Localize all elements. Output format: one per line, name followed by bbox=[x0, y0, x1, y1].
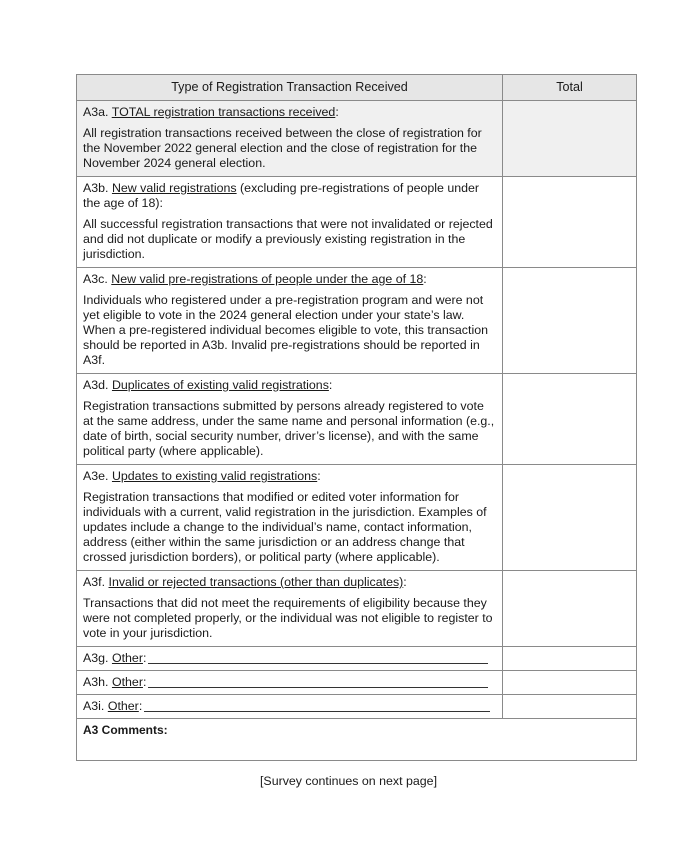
item-suffix: : bbox=[138, 699, 143, 713]
item-description: Transactions that did not meet the requirements of eligibility because they were not completed properly, or the individual was not eligible to register to vote in your jurisdiction. bbox=[83, 596, 493, 640]
item-title: TOTAL registration transactions received bbox=[111, 105, 336, 119]
total-cell-a3f[interactable] bbox=[503, 571, 637, 647]
item-suffix: (excluding pre-registrations of people under the age of 18): bbox=[83, 181, 480, 210]
item-suffix: : bbox=[403, 575, 407, 589]
item-description: Individuals who registered under a pre-registration program and were not yet eligible to vote in the 2024 general election under your state’s law. When a pre-registered individual becomes eligible to vote, this transaction should be reported in A3b. Invalid pre-registrations should be reported in A3f. bbox=[83, 293, 488, 367]
total-cell-a3c[interactable] bbox=[503, 268, 637, 374]
item-suffix: : bbox=[423, 272, 427, 286]
table-row-a3h bbox=[77, 671, 637, 695]
item-code: A3e. bbox=[83, 469, 109, 483]
item-description: Registration transactions that modified or edited voter information for individuals with a current, valid registration in the jurisdiction. Examples of updates include a change to the individual’s name, contact information, address (either within the same jurisdiction or an address change that crossed jurisdiction borders), or political party (where applicable). bbox=[83, 490, 487, 564]
comments-cell[interactable] bbox=[77, 719, 637, 761]
table-row-a3c bbox=[77, 268, 637, 374]
item-title: Other bbox=[107, 699, 139, 713]
total-cell-a3h[interactable] bbox=[503, 671, 637, 695]
table-row-a3a bbox=[77, 101, 637, 177]
total-cell-a3e[interactable] bbox=[503, 465, 637, 571]
item-code: A3f. bbox=[83, 575, 106, 589]
item-title: Other bbox=[111, 675, 143, 689]
table-row-comments bbox=[77, 719, 637, 761]
registration-transactions-table bbox=[76, 74, 637, 761]
header-type: Type of Registration Transaction Received bbox=[77, 75, 503, 101]
item-title: New valid registrations bbox=[111, 181, 237, 195]
total-cell-a3b[interactable] bbox=[503, 177, 637, 268]
table-header-row bbox=[77, 75, 637, 101]
item-code: A3a. bbox=[83, 105, 109, 119]
item-suffix: : bbox=[142, 651, 147, 665]
item-code: A3g. bbox=[83, 651, 109, 665]
item-description: Registration transactions submitted by persons already registered to vote at the same address, under the same name and personal information (e.g., date of birth, social security number, driver’s license), and with the same political party (where applicable). bbox=[83, 399, 495, 458]
item-suffix: : bbox=[328, 378, 333, 392]
table-row-a3i bbox=[77, 695, 637, 719]
table-row-a3g bbox=[77, 647, 637, 671]
total-cell-a3i[interactable] bbox=[503, 695, 637, 719]
header-total: Total bbox=[503, 75, 637, 101]
item-suffix: : bbox=[335, 105, 339, 119]
table-row-a3e bbox=[77, 465, 637, 571]
table-row-a3f bbox=[77, 571, 637, 647]
other-write-in-line[interactable] bbox=[148, 675, 488, 688]
item-title: Invalid or rejected transactions (other than duplicates) bbox=[108, 575, 404, 589]
total-cell-a3g[interactable] bbox=[503, 647, 637, 671]
item-title: New valid pre-registrations of people under the age of 18 bbox=[111, 272, 424, 286]
item-code: A3i. bbox=[83, 699, 105, 713]
total-cell-a3a[interactable] bbox=[503, 101, 637, 177]
comments-label: A3 Comments: bbox=[83, 723, 168, 737]
item-code: A3b. bbox=[83, 181, 109, 195]
table-row-a3d bbox=[77, 374, 637, 465]
item-description: All successful registration transactions that were not invalidated or rejected and did not duplicate or modify a previously existing registration in the jurisdiction. bbox=[83, 217, 493, 261]
continuation-note: [Survey continues on next page] bbox=[259, 774, 438, 788]
item-title: Duplicates of existing valid registrations bbox=[111, 378, 329, 392]
total-cell-a3d[interactable] bbox=[503, 374, 637, 465]
item-code: A3d. bbox=[83, 378, 109, 392]
item-suffix: : bbox=[317, 469, 321, 483]
item-title: Other bbox=[111, 651, 143, 665]
item-title: Updates to existing valid registrations bbox=[111, 469, 318, 483]
item-code: A3c. bbox=[83, 272, 108, 286]
other-write-in-line[interactable] bbox=[144, 699, 490, 712]
table-row-a3b bbox=[77, 177, 637, 268]
item-code: A3h. bbox=[83, 675, 109, 689]
item-description: All registration transactions received between the close of registration for the November 2022 general election and the close of registration for the November 2024 general election. bbox=[83, 126, 482, 170]
item-suffix: : bbox=[142, 675, 147, 689]
other-write-in-line[interactable] bbox=[148, 651, 488, 664]
